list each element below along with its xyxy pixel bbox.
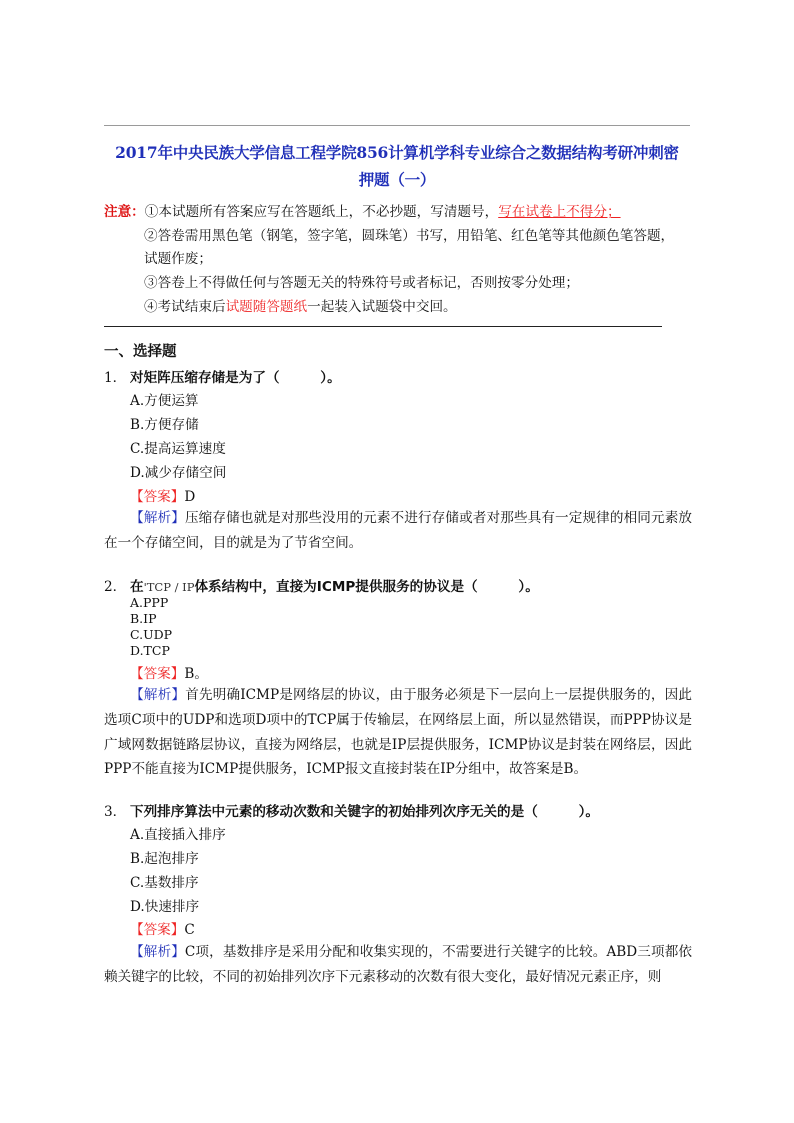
notice-text: ④考试结束后 [144,299,226,315]
question-text: 对矩阵压缩存储是为了（ ）。 [130,370,341,386]
notice-highlight: 试题随答题纸 [225,299,308,315]
answer-label: 【答案】 [130,489,185,505]
question-text: 下列排序算法中元素的移动次数和关键字的初始排列次序无关的是（ ）。 [130,804,599,820]
option-d: D.减少存储空间 [130,465,227,481]
analysis-text: 首先明确ICMP是网络层的协议，由于服务必须是下一层向上一层提供服务的，因此选项C项中的UDP和选项D项中的TCP属于传输层，在网络层上面，所以显然错误，而PPP协议是广域网数据链路层协议，直接为网络层，也就是IP层提供服务，ICMP协议是封装在网络层，因此PPP不能直接为ICMP提供服务，ICMP报文直接封装在IP分组中，故答案是B。 [104,687,693,778]
option-a: A.直接插入排序 [130,827,226,843]
answer-value: B。 [184,666,208,682]
notice-line5 [144,296,457,318]
option-b: B.方便存储 [130,417,199,433]
notice-line4: ③答卷上不得做任何与答题无关的特殊符号或者标记，否则按零分处理； [144,275,579,291]
answer-label: 【答案】 [130,666,185,682]
analysis-text: 压缩存储也就是对那些没用的元素不进行存储或者对那些具有一定规律的相同元素放在一个存储空间，目的就是为了节省空间。 [104,510,693,551]
analysis-label: 【解析】 [130,510,185,526]
option-b: B.起泡排序 [130,851,199,867]
question-number: 1． [104,370,127,386]
answer [130,662,208,682]
document-title-line1: 2017年中央民族大学信息工程学院856计算机学科专业综合之数据结构考研冲刺密 [115,143,679,162]
question-number: 2． [104,579,127,595]
analysis [104,683,692,782]
question-1 [104,366,341,386]
notice-text: 一起装入试题袋中交回。 [307,299,457,315]
notice-line3: 试题作废； [144,251,212,267]
analysis [104,940,692,990]
question-number: 3． [104,804,127,820]
answer [130,485,195,505]
top-rule [104,125,690,126]
option-d: D.TCP [130,643,170,658]
option-d: D.快速排序 [130,899,200,915]
question-2 [104,575,539,595]
question-3 [104,800,599,820]
notice-line1 [104,201,621,223]
analysis [104,506,692,556]
option-b: B.IP [130,611,157,626]
analysis-label: 【解析】 [130,687,186,703]
answer-label: 【答案】 [130,922,185,938]
section-divider [104,326,662,327]
question-text-protocol: 'TCP / IP [143,580,195,594]
notice-label: 注意： [104,204,145,220]
option-c: C.提高运算速度 [130,441,226,457]
section-title: 一、选择题 [104,344,177,360]
document-title-line2: 押题（一） [358,170,436,189]
analysis-text: C项，基数排序是采用分配和收集实现的，不需要进行关键字的比较。ABD三项都依赖关键字的比较，不同的初始排列次序下元素移动的次数有很大变化，最好情况元素正序，则 [104,944,693,985]
option-c: C.UDP [130,627,173,642]
notice-warning: 写在试卷上不得分； [498,204,621,220]
answer [130,918,195,938]
option-a: A.PPP [130,595,169,610]
question-text: 在 [130,579,144,595]
notice-text: ①本试题所有答案应写在答题纸上，不必抄题，写清题号， [144,204,499,220]
analysis-label: 【解析】 [130,944,185,960]
answer-value: D [184,489,196,505]
notice-line2: ②答卷需用黑色笔（钢笔，签字笔，圆珠笔）书写，用铅笔、红色笔等其他颜色笔答题， [144,228,675,244]
option-c: C.基数排序 [130,875,199,891]
question-text: 体系结构中，直接为ICMP提供服务的协议是（ ）。 [194,579,539,595]
option-a: A.方便运算 [130,393,199,409]
answer-value: C [184,922,195,938]
